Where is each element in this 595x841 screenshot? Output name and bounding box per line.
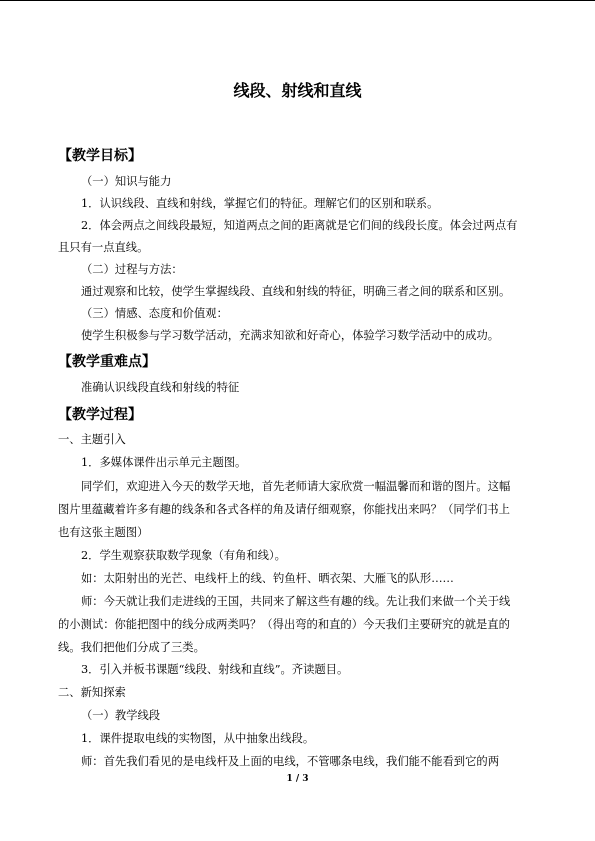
paragraph-line: 2．学生观察获取数学现象（有角和线）。 [81,549,286,562]
paragraph-line: 1．多媒体课件出示单元主题图。 [81,456,247,469]
paragraph-line: 3．引入并板书课题“线段、射线和直线”。齐读题目。 [81,663,349,676]
heading-key-points: 【教学重难点】 [58,354,156,370]
paragraph-line: 通过观察和比较，使学生掌握线段、直线和射线的特征，明确三者之间的联系和区别。 [81,285,511,298]
page-number: 1 / 3 [286,774,309,784]
paragraph-line: 2．体会两点之间线段最短，知道两点之间的距离就是它们间的线段长度。体会过两点有 [81,219,518,232]
heading-teaching-process: 【教学过程】 [58,407,142,423]
paragraph-line: 1．课件提取电线的实物图，从中抽象出线段。 [81,732,315,745]
paragraph-line: 且只有一点直线。 [58,241,149,254]
paragraph-line: 如：太阳射出的光芒、电线杆上的线、钓鱼杆、晒衣架、大雁飞的队形…… [81,572,454,585]
section-heading-line: 一、主题引入 [58,433,126,446]
paragraph-line: （二）过程与方法： [81,263,183,276]
paragraph-line: 的小测试：你能把图中的线分成两类吗？（得出弯的和直的）今天我们主要研究的就是直的 [58,618,510,631]
heading-teaching-goals: 【教学目标】 [58,148,142,164]
paragraph-line: 师：首先我们看见的是电线杆及上面的电线，不管哪条电线，我们能不能看到它的两 [81,755,499,768]
paragraph-line: 也有这张主题图） [58,526,149,539]
paragraph-line: 1．认识线段、直线和射线，掌握它们的特征。理解它们的区别和联系。 [81,197,439,210]
paragraph-line: （一）教学线段 [81,709,161,722]
paragraph-line: 使学生积极参与学习数学活动，充满求知欲和好奇心，体验学习数学活动中的成功。 [81,329,499,342]
paragraph-line: 准确认识线段直线和射线的特征 [81,381,240,394]
paragraph-line: 同学们，欢迎进入今天的数学天地，首先老师请大家欣赏一幅温馨而和谐的图片。这幅 [81,480,511,493]
paragraph-line: 图片里蕴藏着许多有趣的线条和各式各样的角及请仔细观察，你能找出来吗？（同学们书上 [58,503,510,516]
paragraph-line: （三）情感、态度和价值观： [81,307,228,320]
paragraph-line: 线。我们把他们分成了三类。 [58,641,205,654]
paragraph-line: （一）知识与能力 [81,175,172,188]
section-heading-line: 二、新知探索 [58,686,126,699]
paragraph-line: 师：今天就让我们走进线的王国，共同来了解这些有趣的线。先让我们来做一个关于线 [81,595,511,608]
document-title: 线段、射线和直线 [233,81,362,100]
